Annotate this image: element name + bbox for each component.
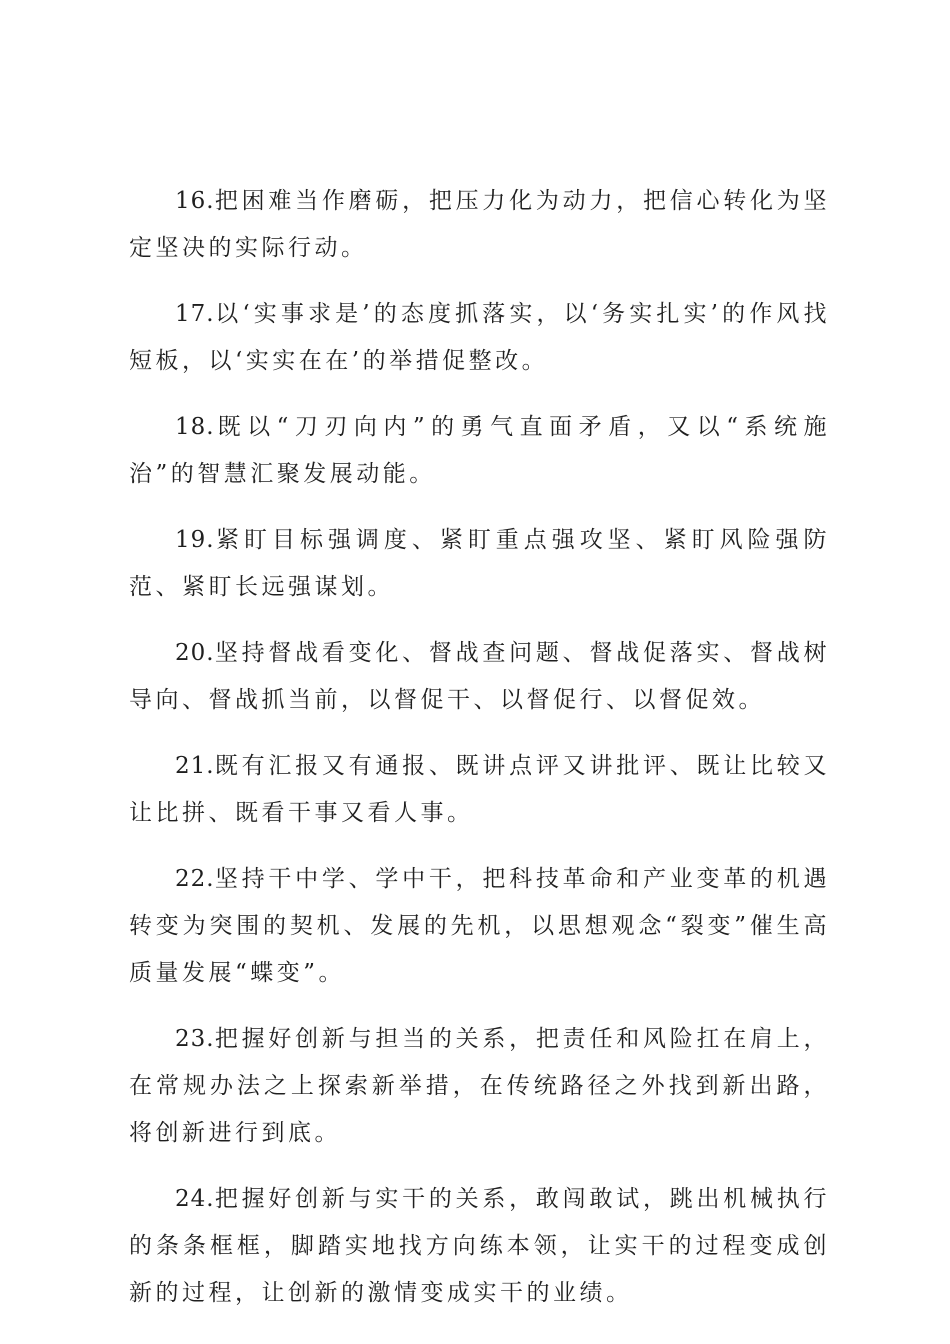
paragraph-text: 紧盯目标强调度、紧盯重点强攻坚、紧盯风险强防范、紧盯长远强谋划。 [129, 527, 830, 600]
paragraph-number: 24. [175, 1186, 215, 1212]
paragraph-number: 21. [175, 753, 215, 779]
paragraph-16 [129, 178, 830, 272]
paragraph-17 [129, 291, 830, 385]
paragraph-number: 18. [175, 414, 215, 440]
paragraph-19 [129, 517, 830, 611]
paragraph-number: 20. [175, 640, 215, 666]
paragraph-text: 把困难当作磨砺，把压力化为动力，把信心转化为坚定坚决的实际行动。 [129, 188, 830, 261]
paragraph-23 [129, 1016, 830, 1157]
paragraph-22 [129, 856, 830, 997]
paragraph-text: 既以“刀刃向内”的勇气直面矛盾，又以“系统施治”的智慧汇聚发展动能。 [129, 414, 830, 487]
paragraph-text: 把握好创新与担当的关系，把责任和风险扛在肩上，在常规办法之上探索新举措，在传统路径之外找到新出路，将创新进行到底。 [129, 1026, 830, 1146]
paragraph-20 [129, 630, 830, 724]
paragraph-number: 16. [175, 188, 215, 214]
paragraph-text: 把握好创新与实干的关系，敢闯敢试，跳出机械执行的条条框框，脚踏实地找方向练本领，让实干的过程变成创新的过程，让创新的激情变成实干的业绩。 [129, 1186, 830, 1306]
paragraph-24 [129, 1176, 830, 1317]
paragraph-number: 19. [175, 527, 215, 553]
paragraph-text: 以‘实事求是’的态度抓落实，以‘务实扎实’的作风找短板，以‘实实在在’的举措促整改。 [129, 301, 830, 374]
paragraph-21 [129, 743, 830, 837]
paragraph-18 [129, 404, 830, 498]
paragraph-number: 23. [175, 1026, 215, 1052]
paragraph-number: 17. [175, 301, 215, 327]
paragraph-text: 既有汇报又有通报、既讲点评又讲批评、既让比较又让比拼、既看干事又看人事。 [129, 753, 830, 826]
paragraph-text: 坚持督战看变化、督战查问题、督战促落实、督战树导向、督战抓当前，以督促干、以督促行、以督促效。 [129, 640, 830, 713]
paragraph-text: 坚持干中学、学中干，把科技革命和产业变革的机遇转变为突围的契机、发展的先机，以思想观念“裂变”催生高质量发展“蝶变”。 [129, 866, 830, 986]
paragraph-number: 22. [175, 866, 215, 892]
